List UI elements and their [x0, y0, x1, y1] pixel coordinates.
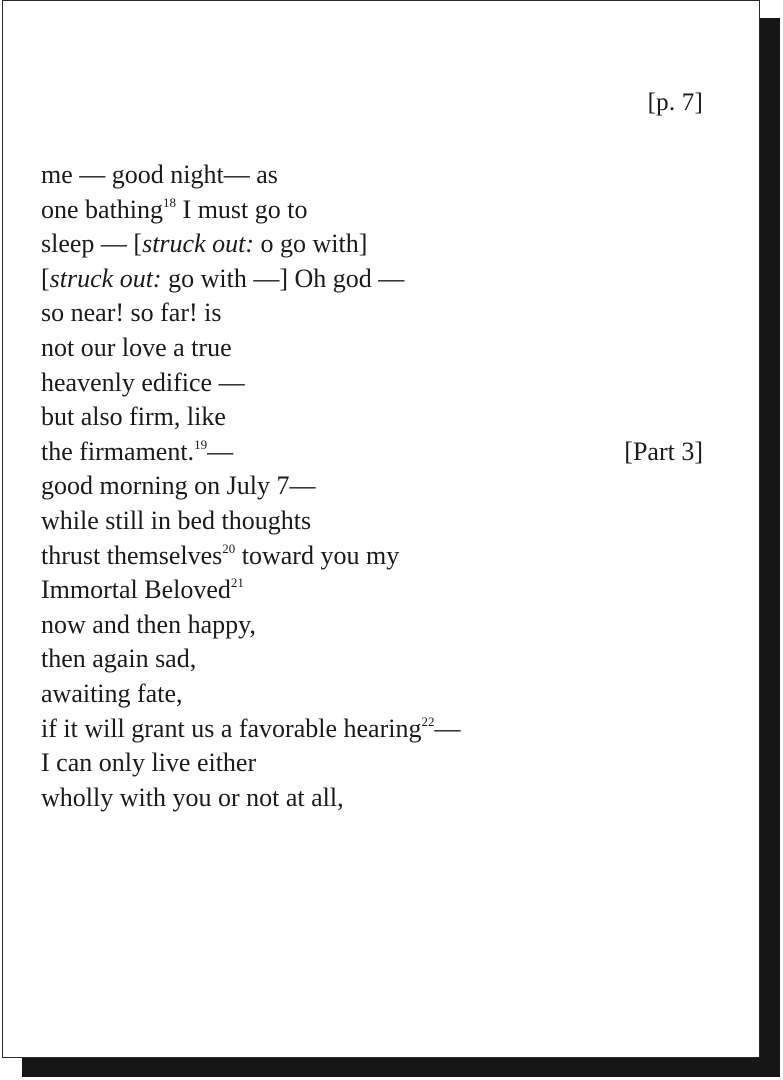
text-line	[41, 296, 701, 331]
text-line	[41, 608, 701, 643]
text-line	[41, 746, 701, 781]
text-line	[41, 539, 701, 574]
line-continuation: toward you my	[235, 540, 400, 570]
line-continuation: o go with]	[254, 229, 368, 259]
line-text: heavenly edifice —	[41, 367, 245, 397]
line-text: if it will grant us a favorable hearing	[41, 713, 422, 743]
text-line	[41, 677, 701, 712]
text-line	[41, 366, 701, 401]
line-text: so near! so far! is	[41, 298, 222, 328]
line-text: Immortal Beloved	[41, 575, 231, 605]
line-text: but also firm, like	[41, 402, 226, 432]
part-marker: [Part 3]	[624, 436, 703, 466]
line-text: me — good night— as	[41, 160, 278, 189]
text-line	[41, 262, 701, 297]
text-line	[41, 193, 701, 228]
line-prefix: [	[41, 263, 50, 293]
line-text: awaiting fate,	[41, 678, 183, 708]
text-line	[41, 642, 701, 677]
line-continuation: —	[434, 713, 461, 743]
text-line	[41, 712, 701, 747]
line-text: good morning on July 7—	[41, 471, 316, 501]
line-text: I can only live either	[41, 748, 257, 778]
text-line	[41, 781, 701, 816]
text-line	[41, 331, 701, 366]
line-continuation: go with —] Oh god —	[161, 263, 405, 293]
editorial-note: struck out:	[142, 229, 255, 259]
footnote-marker: 22	[421, 713, 435, 729]
line-continuation: —	[207, 436, 234, 466]
footnote-marker: 18	[163, 194, 177, 210]
editorial-note: struck out:	[49, 263, 162, 293]
text-line	[41, 158, 701, 193]
line-text: thrust themselves	[41, 540, 223, 570]
text-line	[41, 435, 701, 470]
page-number: [p. 7]	[647, 89, 703, 116]
line-text: while still in bed thoughts	[41, 505, 312, 535]
line-text: now and then happy,	[41, 609, 256, 639]
footnote-marker: 20	[222, 540, 236, 556]
text-line	[41, 469, 701, 504]
line-text: wholly with you or not at all,	[41, 782, 344, 812]
text-line	[41, 227, 701, 262]
line-text: not our love a true	[41, 332, 232, 362]
manuscript-page	[2, 0, 760, 1058]
transcription-text	[41, 158, 701, 815]
line-text: sleep — [	[41, 229, 143, 259]
line-text: the firmament.	[41, 436, 195, 466]
line-text: then again sad,	[41, 644, 197, 674]
text-line	[41, 400, 701, 435]
line-continuation: I must go to	[176, 194, 308, 224]
footnote-marker: 19	[194, 436, 208, 452]
line-text: one bathing	[41, 194, 164, 224]
footnote-marker: 21	[230, 575, 244, 591]
text-line	[41, 573, 701, 608]
text-line	[41, 504, 701, 539]
